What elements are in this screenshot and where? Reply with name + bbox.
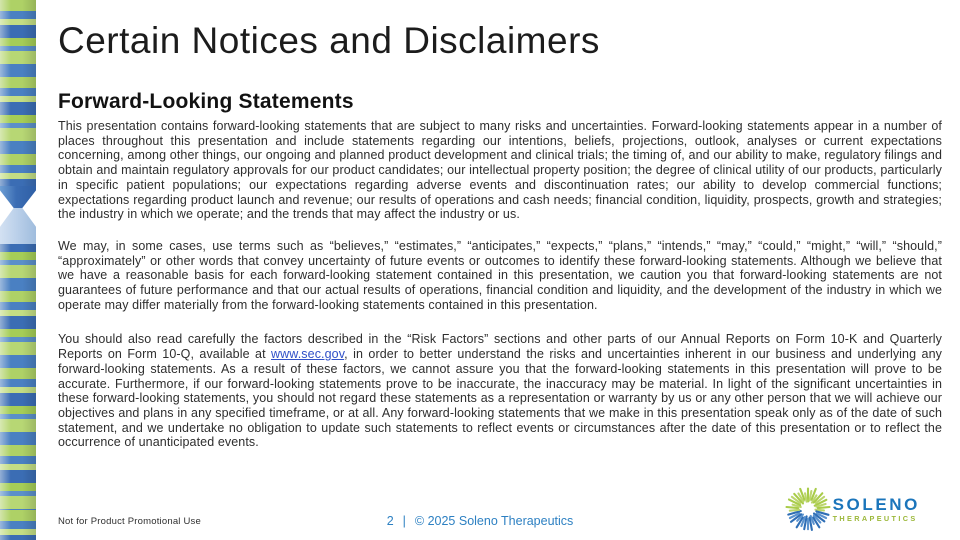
ribbon-pinch-lower — [0, 208, 36, 244]
footer-promotional-note: Not for Product Promotional Use — [58, 516, 201, 527]
disclaimer-body — [58, 119, 942, 450]
copyright-text: © 2025 Soleno Therapeutics — [414, 514, 574, 528]
paragraph-forward-looking-1: This presentation contains forward-looking statements that are subject to many risks and uncertainties. Forward-looking statements appear in a number of places throughout this presentation and include statements regarding our intentions, beliefs, projections, outlook, analyses or current expectations concerning, among other things, our ongoing and planned product development and clinical trials; the timing of, and our ability to make, regulatory filings and obtain and maintain regulatory approvals for our product candidates; our intellectual property position; the degree of clinical utility of our products, particularly in specific patient populations; our expectations regarding adverse events and discontinuation rates; our ability to develop commercial functions; expectations regarding product launch and revenue; our results of operations and cash needs; financial condition, liquidity, prospects, growth and strategies; the industry in which we operate; and the trends that may affect the industry or us. — [58, 119, 942, 222]
paragraph-3-after-link: , in order to better understand the risks and uncertainties inherent in our business and underlying any forward-looking statements. As a result of these factors, we cannot assure you that the forward-looking statements in this presentation will prove to be accurate. Furthermore, if our forward-looking statements prove to be inaccurate, the inaccuracy may be material. In light of the significant uncertainties in these forward-looking statements, you should not regard these statements as a representation or warranty by us or any other person that we will achieve our objectives and plans in any specified timeframe, or at all. Any forward-looking statements that we make in this presentation speak only as of the date of such statement, and we undertake no obligation to update such statements to reflect events or circumstances after the date of this presentation or to reflect the occurrence of unanticipated events. — [58, 347, 942, 450]
section-heading: Forward-Looking Statements — [58, 90, 354, 113]
paragraph-forward-looking-3 — [58, 332, 942, 450]
footer-separator: | — [402, 514, 406, 528]
page-number: 2 — [386, 514, 394, 528]
paragraph-3-before-link: You should also read carefully the factors described in the “Risk Factors” sections and other parts of our Annual Reports on Form 10-K and Quarterly Reports on Form 10-Q, available at — [58, 332, 942, 362]
decorative-stripe-ribbon — [0, 0, 36, 540]
ribbon-top-segment — [0, 0, 36, 186]
paragraph-forward-looking-2: We may, in some cases, use terms such as “believes,” “estimates,” “anticipates,” “expects,” “plans,” “intends,” “may,” “could,” “might,” “will,” “should,” “approximately” or other words that convey uncertainty of future events or outcomes to identify these forward-looking statements. Although we believe that we have a reasonable basis for each forward-looking statement contained in this presentation, we caution you that forward-looking statements are not guarantees of future performance and that our actual results of operations, financial condition and liquidity, and the development of the industry in which we operate may differ materially from the forward-looking statements contained in this presentation. — [58, 238, 942, 312]
sec-gov-link[interactable]: www.sec.gov — [271, 347, 345, 362]
logo-text — [833, 496, 920, 522]
page-title: Certain Notices and Disclaimers — [58, 20, 600, 61]
logo-tagline: THERAPEUTICS — [832, 513, 918, 523]
ribbon-pinch-upper — [0, 186, 36, 208]
sunburst-icon — [785, 486, 831, 532]
logo-name: SOLENO — [832, 494, 920, 514]
ribbon-bottom-segment — [0, 244, 36, 540]
soleno-logo — [785, 486, 920, 532]
